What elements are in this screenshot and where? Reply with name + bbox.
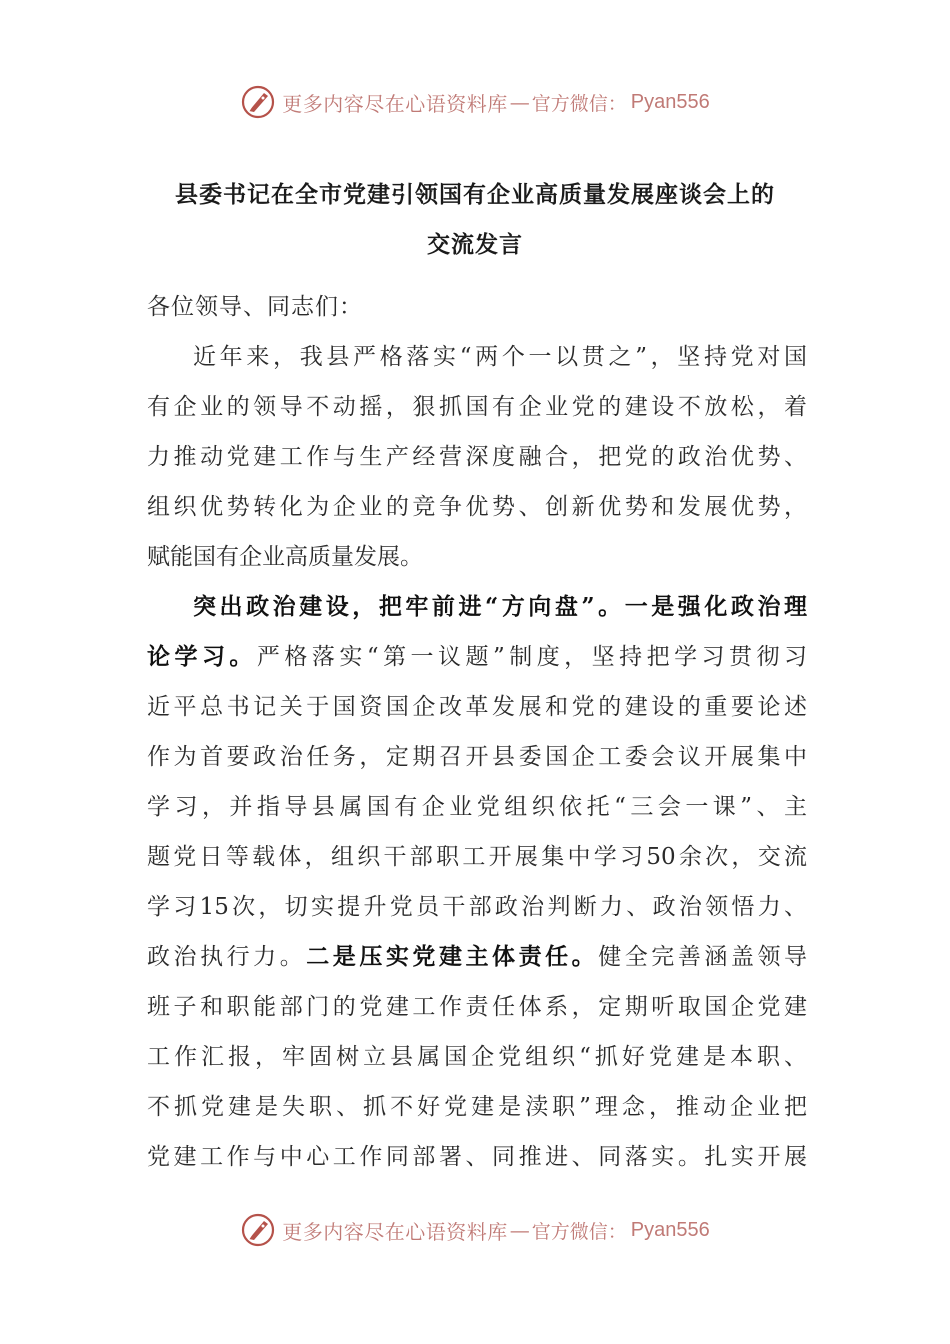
title-line-2: 交流发言 (427, 231, 523, 258)
text-span: 严格落实“第一议题”制度，坚持把学习贯彻习 (256, 644, 807, 670)
text-line: 组织优势转化为企业的竞争优势、创新优势和发展优势， (147, 494, 807, 520)
paragraph-intro (147, 332, 807, 582)
banner-content (240, 84, 709, 120)
paragraph-political-building (147, 582, 807, 1182)
text-line: 近平总书记关于国资国企改革发展和党的建设的重要论述 (147, 694, 807, 720)
document-title (140, 170, 810, 270)
title-line-1: 县委书记在全市党建引领国有企业高质量发展座谈会上的 (175, 181, 775, 208)
text-line: 学习，并指导县属国有企业党组织依托“三会一课”、主 (147, 794, 807, 820)
text-line: 近年来，我县严格落实“两个一以贯之”，坚持党对国 (193, 344, 807, 370)
text-span: 政治执行力。 (147, 944, 307, 970)
subheading-responsibility: 二是压实党建主体责任。 (306, 943, 599, 970)
text-line: 力推动党建工作与生产经营深度融合，把党的政治优势、 (147, 444, 807, 470)
section-heading-line: 突出政治建设，把牢前进“方向盘”。一是强化政治理 (193, 593, 807, 620)
subheading-study: 论学习。 (147, 643, 257, 670)
banner-content (240, 1212, 709, 1248)
text-line: 不抓党建是失职、抓不好党建是渎职”理念，推动企业把 (147, 1094, 807, 1120)
text-line: 有企业的领导不动摇，狠抓国有企业党的建设不放松，着 (147, 394, 807, 420)
text-line (147, 932, 807, 982)
quill-pen-logo-icon (240, 84, 276, 120)
greeting: 各位领导、同志们： (147, 294, 363, 320)
banner-slogan: 更多内容尽在心语资料库 (282, 91, 508, 116)
header-banner (0, 82, 950, 122)
text-span: 健全完善涵盖领导 (598, 944, 808, 970)
footer-banner (0, 1210, 950, 1250)
banner-dash: — (509, 1218, 530, 1242)
quill-pen-logo-icon (240, 1212, 276, 1248)
banner-dash: — (509, 90, 530, 114)
text-line: 工作汇报，牢固树立县属国企党组织“抓好党建是本职、 (147, 1044, 807, 1070)
text-line: 赋能国有企业高质量发展。 (147, 544, 423, 570)
text-line (147, 632, 807, 682)
banner-wechat-label: 官方微信： (531, 92, 627, 115)
text-line: 作为首要政治任务，定期召开县委国企工委会议开展集中 (147, 744, 807, 770)
text-line: 题党日等载体，组织干部职工开展集中学习50余次，交流 (147, 844, 807, 870)
banner-wechat-id: Pyan556 (630, 90, 710, 113)
text-line: 党建工作与中心工作同部署、同推进、同落实。扎实开展 (147, 1144, 807, 1170)
banner-wechat-id: Pyan556 (630, 1218, 710, 1241)
text-line: 班子和职能部门的党建工作责任体系，定期听取国企党建 (147, 994, 807, 1020)
banner-wechat-label: 官方微信： (531, 1220, 627, 1243)
text-line: 学习15次，切实提升党员干部政治判断力、政治领悟力、 (147, 894, 807, 920)
banner-slogan: 更多内容尽在心语资料库 (282, 1219, 508, 1244)
